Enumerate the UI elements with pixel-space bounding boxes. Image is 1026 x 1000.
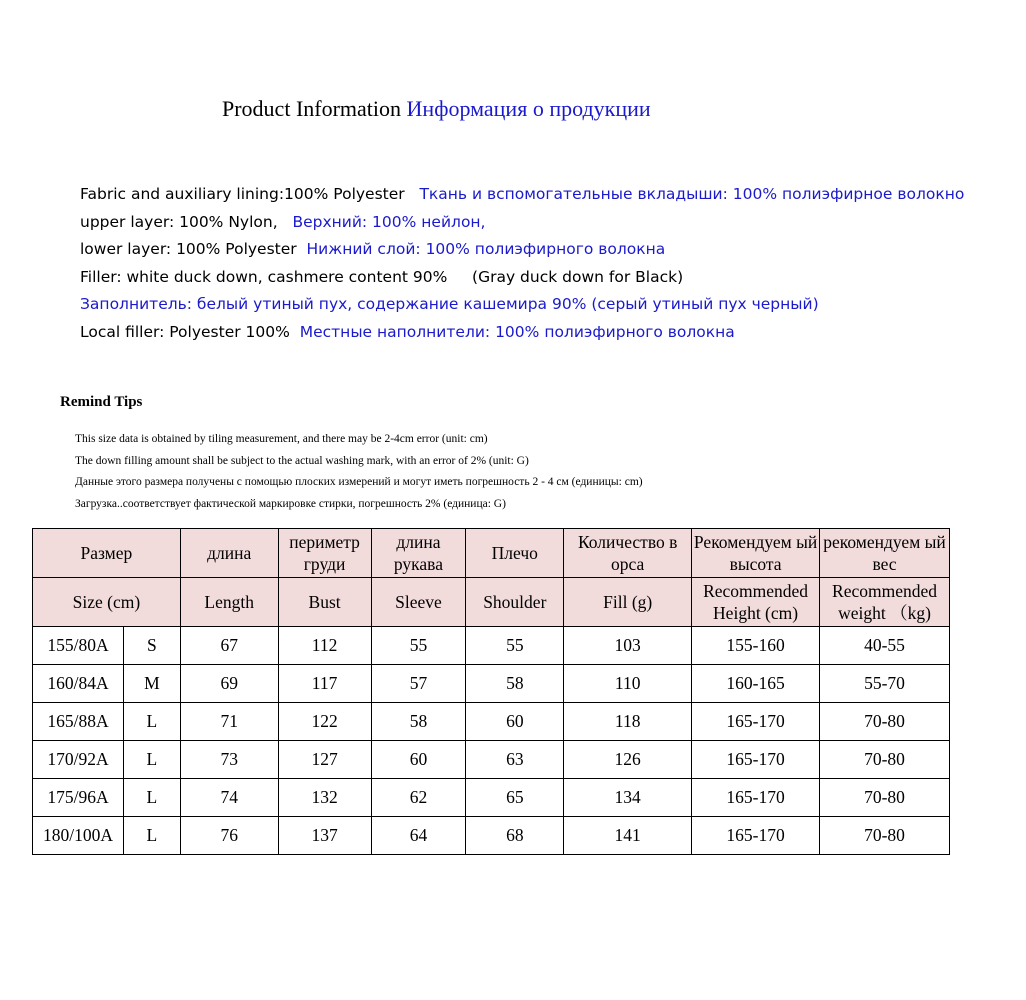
table-cell: 40-55 [820, 627, 950, 665]
table-row [33, 817, 950, 855]
header-cell: Recommended Height (cm) [692, 578, 820, 627]
table-cell: 71 [180, 703, 278, 741]
table-cell: 137 [278, 817, 371, 855]
header-cell: длина рукава [371, 529, 466, 578]
table-cell: 55-70 [820, 665, 950, 703]
table-cell: 60 [371, 741, 466, 779]
table-cell: L [123, 779, 180, 817]
table-cell: 76 [180, 817, 278, 855]
info-line-fabric [80, 182, 964, 210]
table-cell: 112 [278, 627, 371, 665]
table-cell: 126 [564, 741, 692, 779]
info-text-ru: Нижний слой: 100% полиэфирного волокна [306, 240, 666, 258]
table-cell: 165-170 [692, 779, 820, 817]
table-cell: L [123, 703, 180, 741]
info-text-en: Filler: white duck down, cashmere content 90% [80, 267, 448, 286]
info-text-note: (Gray duck down for Black) [472, 267, 684, 286]
remind-tips-list [75, 430, 643, 516]
table-cell: 69 [180, 665, 278, 703]
table-cell: 57 [371, 665, 466, 703]
table-cell: 58 [466, 665, 564, 703]
table-cell: 62 [371, 779, 466, 817]
table-cell: 67 [180, 627, 278, 665]
table-cell: 160-165 [692, 665, 820, 703]
info-line-upper-layer [80, 210, 964, 238]
product-info [80, 182, 964, 347]
tip-item: This size data is obtained by tiling measurement, and there may be 2-4cm error (unit: cm) [75, 433, 488, 445]
header-cell: Размер [33, 529, 181, 578]
info-text-ru: Верхний: 100% нейлон, [292, 212, 486, 231]
info-text-en: upper layer: 100% Nylon, [80, 212, 278, 231]
info-text-en: Local filler: Polyester 100% [80, 322, 290, 341]
table-cell: 70-80 [820, 779, 950, 817]
tip-item: Данные этого размера получены с помощью плоских измерений и могут иметь погрешность 2 - 4 см (единицы: cm) [75, 476, 643, 488]
table-cell: M [123, 665, 180, 703]
header-cell: длина [180, 529, 278, 578]
header-cell: Рекомендуем ый высота [692, 529, 820, 578]
header-cell: рекомендуем ый вес [820, 529, 950, 578]
table-cell: 58 [371, 703, 466, 741]
table-cell: S [123, 627, 180, 665]
table-row [33, 627, 950, 665]
info-line-local-filler [80, 320, 964, 348]
title-english: Product Information [222, 96, 402, 121]
table-cell: 160/84A [33, 665, 124, 703]
table-cell: 117 [278, 665, 371, 703]
table-cell: 55 [371, 627, 466, 665]
table-cell: 118 [564, 703, 692, 741]
table-cell: 63 [466, 741, 564, 779]
table-cell: 110 [564, 665, 692, 703]
table-cell: 141 [564, 817, 692, 855]
header-cell: Fill (g) [564, 578, 692, 627]
header-cell: периметр груди [278, 529, 371, 578]
info-text-ru: Ткань и вспомогательные вкладыши: 100% полиэфирное волокно [419, 185, 965, 203]
table-cell: L [123, 817, 180, 855]
header-cell: Плечо [466, 529, 564, 578]
table-cell: 132 [278, 779, 371, 817]
info-text-en: lower layer: 100% Polyester [80, 240, 297, 258]
table-cell: 74 [180, 779, 278, 817]
tip-item: Загрузка..соответствует фактической маркировке стирки, погрешность 2% (единица: G) [75, 497, 506, 510]
table-cell: 103 [564, 627, 692, 665]
table-cell: 170/92A [33, 741, 124, 779]
table-cell: 155-160 [692, 627, 820, 665]
table-header-row-en [33, 578, 950, 627]
table-cell: 165-170 [692, 703, 820, 741]
info-text-en: Fabric and auxiliary lining:100% Polyester [80, 185, 405, 203]
table-cell: 180/100A [33, 817, 124, 855]
table-cell: 127 [278, 741, 371, 779]
table-cell: 70-80 [820, 741, 950, 779]
info-text-ru: Заполнитель: белый утиный пух, содержание кашемира 90% (серый утиный пух черный) [80, 295, 819, 313]
table-cell: 134 [564, 779, 692, 817]
table-cell: 155/80A [33, 627, 124, 665]
header-cell: Sleeve [371, 578, 466, 627]
table-cell: 70-80 [820, 703, 950, 741]
table-cell: 65 [466, 779, 564, 817]
info-line-filler-ru [80, 292, 964, 320]
table-cell: 122 [278, 703, 371, 741]
table-row [33, 741, 950, 779]
table-cell: 60 [466, 703, 564, 741]
table-cell: L [123, 741, 180, 779]
table-row [33, 665, 950, 703]
header-cell: Size (cm) [33, 578, 181, 627]
table-header-row-ru [33, 529, 950, 578]
info-text-ru: Местные наполнители: 100% полиэфирного волокна [299, 322, 735, 341]
header-cell: Shoulder [466, 578, 564, 627]
header-cell: Bust [278, 578, 371, 627]
size-chart-table [32, 528, 950, 855]
info-line-lower-layer [80, 237, 964, 265]
page-title [222, 96, 651, 122]
table-cell: 73 [180, 741, 278, 779]
remind-tips-heading: Remind Tips [60, 394, 143, 410]
table-row [33, 703, 950, 741]
table-cell: 70-80 [820, 817, 950, 855]
table-cell: 68 [466, 817, 564, 855]
header-cell: Recommended weight （kg) [820, 578, 950, 627]
tip-item: The down filling amount shall be subject to the actual washing mark, with an error of 2% (unit: G) [75, 454, 529, 467]
table-row [33, 779, 950, 817]
info-line-filler [80, 265, 964, 293]
table-cell: 165-170 [692, 817, 820, 855]
table-cell: 165-170 [692, 741, 820, 779]
table-cell: 165/88A [33, 703, 124, 741]
header-cell: Length [180, 578, 278, 627]
table-cell: 175/96A [33, 779, 124, 817]
table-cell: 55 [466, 627, 564, 665]
table-cell: 64 [371, 817, 466, 855]
title-russian: Информация о продукции [406, 96, 651, 121]
header-cell: Количество в орса [564, 529, 692, 578]
